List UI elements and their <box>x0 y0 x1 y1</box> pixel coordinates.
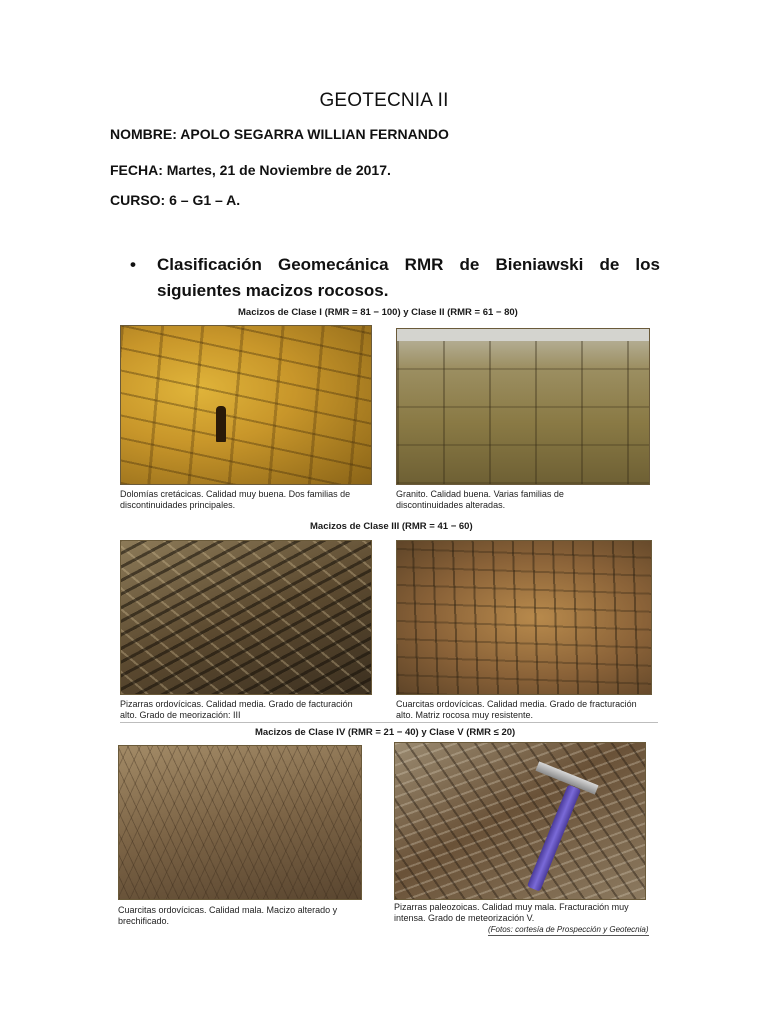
caption-granito: Granito. Calidad buena. Varias familias de discontinuidades alteradas. <box>396 489 564 510</box>
section-heading-class-4-5: Macizos de Clase IV (RMR = 21 − 40) y Clase V (RMR ≤ 20) <box>255 727 516 738</box>
caption-dolomias: Dolomías cretácicas. Calidad muy buena. Dos familias de discontinuidades principales. <box>120 489 351 510</box>
course-info: CURSO: 6 – G1 – A. <box>110 192 241 208</box>
person-silhouette <box>216 406 226 442</box>
caption-cuarcitas-mala: Cuarcitas ordovícicas. Calidad mala. Macizo alterado y brechificado. <box>118 905 338 926</box>
photo-cuarcitas-mala <box>118 745 362 900</box>
submission-date: FECHA: Martes, 21 de Noviembre de 2017. <box>110 162 391 178</box>
hammer-handle <box>527 784 581 891</box>
bullet-icon: • <box>130 255 136 274</box>
document-title: GEOTECNIA II <box>319 90 449 111</box>
photo-cuarcitas-media <box>396 540 652 695</box>
bullet-item <box>130 252 660 304</box>
student-name: NOMBRE: APOLO SEGARRA WILLIAN FERNANDO <box>110 126 449 142</box>
photo-pizarras-ordovicicas <box>120 540 372 695</box>
sky-strip <box>397 329 649 341</box>
caption-pizarras-ordovicicas: Pizarras ordovícicas. Calidad media. Grado de facturación alto. Grado de meorización: III <box>120 699 353 720</box>
section-heading-class-3: Macizos de Clase III (RMR = 41 − 60) <box>310 521 473 532</box>
photo-credit: (Fotos: cortesía de Prospección y Geotecnia) <box>488 925 649 934</box>
photo-granito <box>396 328 650 485</box>
bullet-text: Clasificación Geomecánica RMR de Bieniawski de los siguientes macizos rocosos. <box>157 255 660 300</box>
section-heading-class-1-2: Macizos de Clase I (RMR = 81 − 100) y Clase II (RMR = 61 − 80) <box>238 307 518 318</box>
section-divider <box>120 722 658 723</box>
caption-pizarras-paleozoicas: Pizarras paleozoicas. Calidad muy mala. Fracturación muy intensa. Grado de meteorización V. <box>394 902 629 923</box>
photo-dolomias <box>120 325 372 485</box>
photo-pizarras-paleozoicas <box>394 742 646 900</box>
caption-cuarcitas-media: Cuarcitas ordovícicas. Calidad media. Grado de fracturación alto. Matriz rocosa muy resistente. <box>396 699 637 720</box>
